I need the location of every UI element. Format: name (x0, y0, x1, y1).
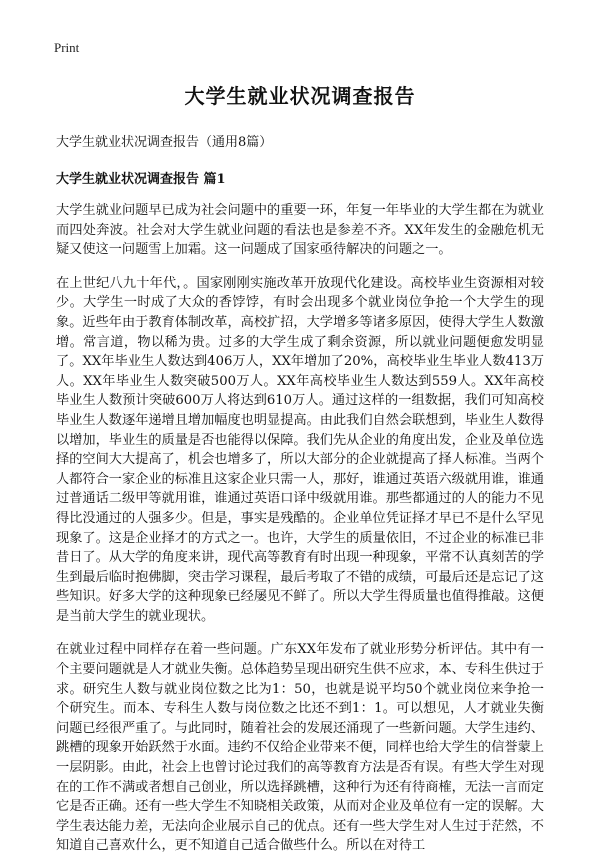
section-heading: 大学生就业状况调查报告 篇1 (56, 172, 226, 187)
paragraph-2: 在上世纪八九十年代，。国家刚刚实施改革开放现代化建设。高校毕业生资源相对较少。大学生一时成了大众的香饽饽，有时会出现多个就业岗位争抢一个大学生的现象。近些年由于教育体制改革，高校扩招，大学增多等诸多原因，使得大学生人数激增。常言道，物以稀为贵。过多的大学生成了剩余资源，所以就业问题便愈发明显了。XX年毕业生人数达到406万人，XX年增加了20%，高校毕业生毕业人数413万人。XX年毕业生人数突破500万人。XX年高校毕业生人数达到559人。XX年高校毕业生人数预计突破600万人将达到610万人。通过这样的一组数据，我们可知高校毕业生人数逐年递增且增加幅度也明显提高。由此我们自然会联想到，毕业生人数得以增加，毕业生的质量是否也能得以保障。我们先从企业的角度出发，企业及单位选择的空间大大提高了，机会也增多了，所以大部分的企业就提高了择人标准。当两个人都符合一家企业的标准且这家企业只需一人，那好，谁通过英语六级就用谁，谁通过普通话二级甲等就用谁，谁通过英语口译中级就用谁。那些都通过的人的能力不见得比没通过的人强多少。但是，事实是残酷的。企业单位凭证择才早已不是什么罕见现象了。这是企业择才的方式之一。也许，大学生的质量依旧，不过企业的标准已非昔日了。从大学的角度来讲，现代高等教育有时出现一种现象，平常不认真刻苦的学生到最后临时抱佛脚，突击学习课程，最后考取了不错的成绩，可最后还是忘记了这些知识。好多大学的这种现象已经屡见不鲜了。所以大学生得质量也值得推敲。这便是当前大学生的就业现状。 (56, 275, 544, 624)
document-title: 大学生就业状况调查报告 (184, 84, 416, 108)
paragraph-1: 大学生就业问题早已成为社会问题中的重要一环，年复一年毕业的大学生都在为就业而四处奔波。社会对大学生就业问题的看法也是参差不齐。XX年发生的金融危机无疑又使这一问题雪上加霜。这一问题成了国家亟待解决的问题之一。 (56, 203, 544, 258)
paragraph-3: 在就业过程中同样存在着一些问题。广东XX年发布了就业形势分析评估。其中有一个主要问题就是人才就业失衡。总体趋势呈现出研究生供不应求，本、专科生供过于求。研究生人数与就业岗位数之比为1：50，也就是说平均50个就业岗位来争抢一个研究生。而本、专科生人数与岗位数之比还不到1：1。可以想见，人才就业失衡问题已经很严重了。与此同时，随着社会的发展还涌现了一些新问题。大学生违约、跳槽的现象开始跃然于水面。违约不仅给企业带来不便，同样也给大学生的信誉蒙上一层阴影。由此，社会上也曾讨论过我们的高等教育方法是否有误。有些大学生对现在的工作不满或者想自己创业，所以选择跳槽，这种行为还有待商榷，无法一言而定它是否正确。还有一些大学生不知晓相关政策，从而对企业及单位有一定的误解。大学生表达能力差，无法向企业展示自己的优点。还有一些大学生对人生过于茫然，不知道自己喜欢什么，更不知道自己适合做些什么。所以在对待工 (56, 642, 544, 854)
document-subtitle: 大学生就业状况调查报告（通用8篇） (56, 135, 273, 150)
print-link[interactable]: Print (54, 40, 80, 55)
